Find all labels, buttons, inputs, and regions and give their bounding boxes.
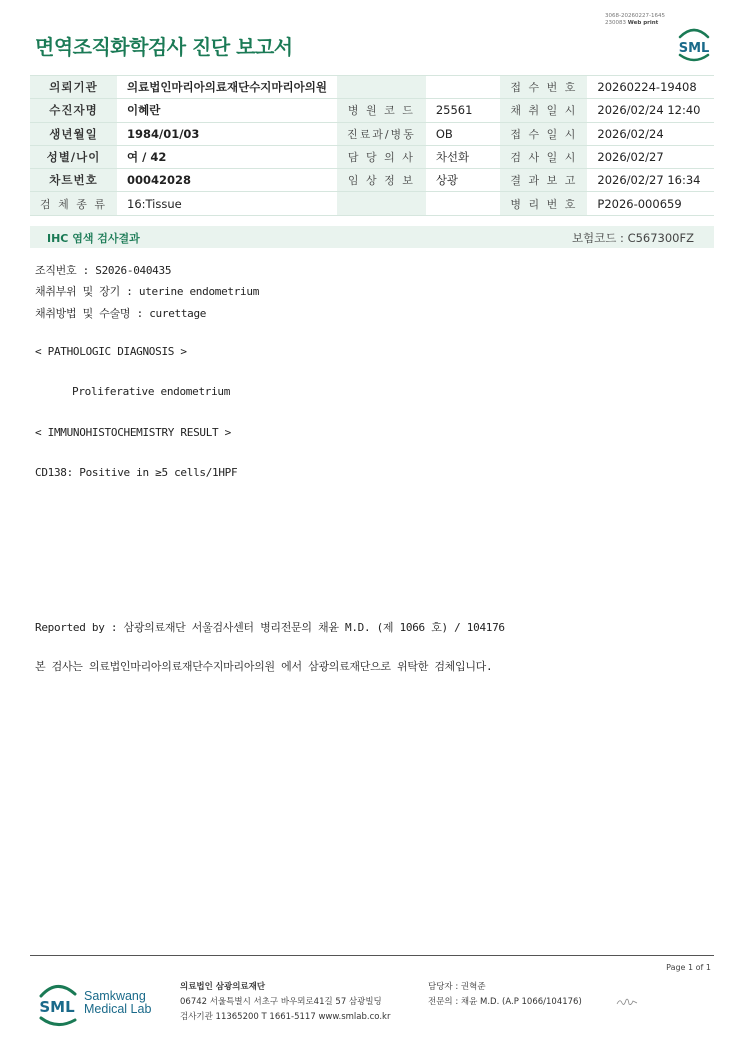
logo-text: SML (678, 41, 710, 56)
info-value: 16:Tissue (117, 192, 337, 215)
info-row (30, 122, 714, 145)
info-value: 상광 (426, 169, 501, 192)
info-label: 병 리 번 호 (500, 192, 587, 215)
info-value: 25561 (426, 99, 501, 122)
info-label: 검 체 종 류 (30, 192, 117, 215)
info-label (337, 192, 426, 215)
tissue-number: 조직번호 : S2026-040435 (35, 264, 172, 277)
insurance-code: 보험코드 : C567300FZ (571, 231, 694, 245)
reported-by: Reported by : 삼광의료재단 서울검사센터 병리전문의 채윤 M.D. (제 1066 호) / 104176 (35, 621, 505, 634)
info-value: 00042028 (117, 169, 337, 192)
org-address: 06742 서울특별시 서초구 바우뫼로41길 57 삼광빌딩 (180, 997, 382, 1007)
info-value: 2026/02/27 16:34 (587, 169, 714, 192)
info-label: 차트번호 (30, 169, 117, 192)
diagnosis-text: Proliferative endometrium (72, 385, 231, 398)
info-row (30, 145, 714, 168)
info-label: 병 원 코 드 (337, 99, 426, 122)
info-value: 1984/01/03 (117, 122, 337, 145)
info-label: 생년월일 (30, 122, 117, 145)
sampling-site: 채취부위 및 장기 : uterine endometrium (35, 285, 260, 298)
info-label: 검 사 일 시 (500, 145, 587, 168)
info-value: P2026-000659 (587, 192, 714, 215)
info-row (30, 192, 714, 215)
patient-info-table (30, 75, 714, 216)
footer-divider (30, 955, 714, 956)
footer-logo-text: SML (39, 998, 75, 1016)
print-code-number: 230083 (605, 20, 626, 26)
info-value: 여 / 42 (117, 145, 337, 168)
print-code-line1: 3068-20260227-1645 (605, 13, 665, 19)
consignment-note: 본 검사는 의료법인마리아의료재단수지마리아의원 에서 삼광의료재단으로 위탁한 검체입니다. (35, 660, 493, 673)
footer-org-info (180, 980, 390, 1025)
print-code (605, 13, 665, 27)
org-contact: 검사기관 11365200 T 1661-5117 www.smlab.co.kr (180, 1012, 391, 1022)
ihc-header: < IMMUNOHISTOCHEMISTRY RESULT > (35, 426, 231, 439)
info-value: 2026/02/24 (587, 122, 714, 145)
info-value: 2026/02/27 (587, 145, 714, 168)
staff-specialist: 전문의 : 채윤 M.D. (A.P 1066/104176) (428, 997, 582, 1007)
info-label: 성별/나이 (30, 145, 117, 168)
ihc-section-bar (30, 226, 714, 248)
brand-line1: Samkwang (84, 989, 146, 1003)
info-value: OB (426, 122, 501, 145)
ihc-result: CD138: Positive in ≥5 cells/1HPF (35, 466, 238, 479)
info-row (30, 99, 714, 122)
info-label: 채 취 일 시 (500, 99, 587, 122)
web-print-label: Web print (627, 20, 659, 26)
section-title: IHC 염색 검사결과 (47, 232, 140, 245)
info-label: 수진자명 (30, 99, 117, 122)
sml-logo-icon (674, 25, 714, 63)
info-label: 접 수 일 시 (500, 122, 587, 145)
diagnosis-header: < PATHOLOGIC DIAGNOSIS > (35, 345, 187, 358)
info-row (30, 169, 714, 192)
org-name: 의료법인 삼광의료재단 (180, 982, 266, 992)
info-value: 이혜란 (117, 99, 337, 122)
info-value (426, 76, 501, 99)
staff-manager: 담당자 : 권혁준 (428, 982, 486, 992)
brand-line2: Medical Lab (84, 1002, 152, 1016)
info-value: 20260224-19408 (587, 76, 714, 99)
samkwang-logo-icon (35, 980, 87, 1028)
info-label (337, 76, 426, 99)
info-label: 진료과/병동 (337, 122, 426, 145)
info-value (426, 192, 501, 215)
report-title: 면역조직화학검사 진단 보고서 (35, 35, 293, 59)
page-number: Page 1 of 1 (666, 963, 711, 972)
info-label: 임 상 정 보 (337, 169, 426, 192)
info-label: 결 과 보 고 (500, 169, 587, 192)
info-value: 2026/02/24 12:40 (587, 99, 714, 122)
info-value: 의료법인마리아의료재단수지마리아의원 (117, 76, 337, 99)
info-label: 담 당 의 사 (337, 145, 426, 168)
info-label: 접 수 번 호 (500, 76, 587, 99)
info-value: 차선화 (426, 145, 501, 168)
sampling-method: 채취방법 및 수술명 : curettage (35, 307, 207, 320)
footer-staff (428, 980, 582, 1010)
signature-icon (615, 996, 639, 1008)
info-row (30, 76, 714, 99)
brand-name (84, 990, 151, 1016)
info-label: 의뢰기관 (30, 76, 117, 99)
